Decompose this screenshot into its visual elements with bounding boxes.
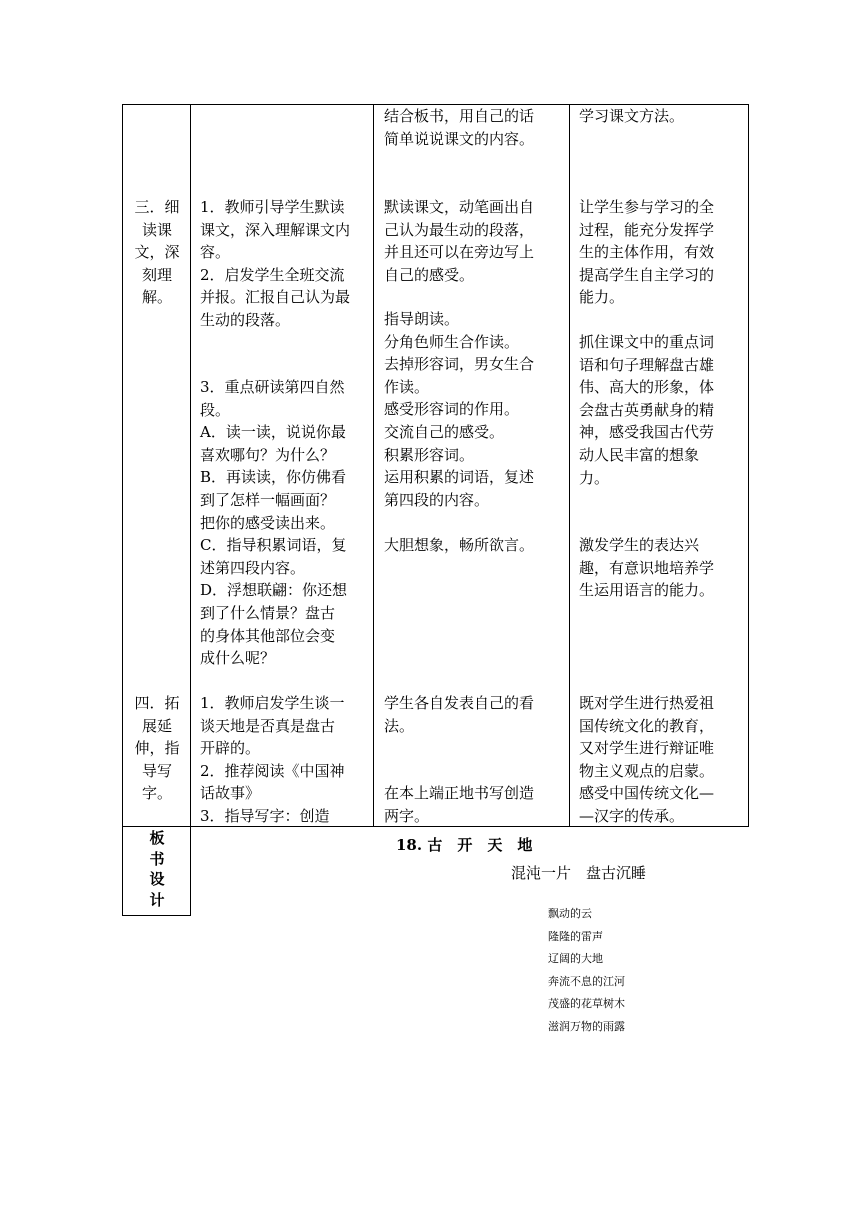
board-title: 18. 古 开 天 地 (396, 836, 533, 854)
text-line: 展延 (141, 716, 172, 735)
text-line: 法。 (384, 716, 415, 735)
text-line: 生运用语言的能力。 (579, 581, 715, 600)
text-line: 感受形容词的作用。 (384, 400, 520, 419)
list-item: 辽阔的大地 (548, 952, 603, 966)
text-line: 又对学生进行辩证唯 (579, 739, 715, 758)
text-line: 四．拓 (134, 694, 180, 712)
text-line: 3．重点研读第四自然 (200, 378, 345, 396)
column-divider-1 (190, 104, 191, 916)
text-line: 文，深 (134, 243, 180, 262)
section3-teacher-cell-a (200, 196, 350, 332)
text-line: 激发学生的表达兴 (579, 536, 700, 554)
text-line: 分角色师生合作读。 (384, 332, 520, 351)
board-word-list (548, 903, 625, 1039)
text-line: 计 (149, 890, 165, 909)
column-divider-2 (373, 104, 374, 826)
text-line: 设 (149, 870, 165, 888)
text-line: 1．教师启发学生谈一 (200, 694, 345, 712)
list-item: 飘动的云 (548, 907, 592, 920)
text-line: 到了什么情景？盘古 (200, 603, 336, 622)
text-line: 2．启发学生全班交流 (200, 265, 345, 284)
text-line: 过程，能充分发挥学 (579, 220, 715, 239)
text-line: B．再读读，你仿佛看 (200, 468, 347, 487)
text-line: 谈天地是否真是盘古 (200, 716, 336, 735)
section3-intent-cell-a (579, 196, 714, 309)
section4-teacher-cell (200, 692, 345, 828)
text-line: 开辟的。 (200, 739, 261, 758)
text-line: 三．细 (134, 198, 180, 216)
list-item: 茂盛的花草树木 (548, 997, 625, 1011)
text-line: 让学生参与学习的全 (579, 198, 715, 216)
text-line: 去掉形容词，男女生合 (384, 355, 535, 374)
section4-student-cell-a (384, 692, 534, 737)
list-item: 滋润万物的雨露 (548, 1019, 625, 1033)
section3-student-cell-c (384, 534, 534, 557)
text-line: 己认为最生动的段落， (384, 220, 535, 239)
text-line: 两字。 (384, 806, 430, 825)
text-line: —汉字的传承。 (579, 806, 685, 825)
text-line: 能力。 (579, 288, 625, 307)
text-line: 默读课文，动笔画出自 (384, 198, 535, 216)
text-line: 把你的感受读出来。 (200, 513, 336, 532)
text-line: A．读一读，说说你最 (200, 423, 346, 442)
text-line: 简单说说课文的内容。 (384, 129, 535, 148)
text-line: 趣，有意识地培养学 (579, 558, 715, 577)
text-line: 大胆想象，畅所欲言。 (384, 536, 535, 554)
text-line: 并且还可以在旁边写上 (384, 243, 535, 262)
text-line: 积累形容词。 (384, 445, 475, 464)
section3-intent-cell-c (579, 534, 714, 602)
text-line: 学习课文方法。 (579, 107, 685, 125)
section3-student-cell-b (384, 308, 534, 511)
table-bottom-border (122, 915, 190, 916)
text-line: 学生各自发表自己的看 (384, 694, 535, 712)
text-line: 伟、高大的形象，体 (579, 378, 715, 397)
text-line: 结合板书，用自己的话 (384, 107, 535, 125)
text-line: 既对学生进行热爱祖 (579, 694, 715, 712)
section4-stage-cell (124, 692, 190, 805)
section3-student-cell-a (384, 196, 534, 286)
text-line: 抓住课文中的重点词 (579, 333, 715, 351)
text-line: 运用积累的词语，复述 (384, 468, 535, 487)
text-line: 作读。 (384, 377, 430, 396)
text-line: D．浮想联翩：你还想 (200, 581, 348, 600)
text-line: 段。 (200, 400, 231, 419)
text-line: 到了怎样一幅画面？ (200, 490, 336, 509)
text-line: 力。 (579, 468, 610, 487)
text-line: 并报。汇报自己认为最 (200, 288, 351, 307)
section3-intent-cell-b (579, 331, 714, 489)
column-divider-3 (569, 104, 570, 826)
text-line: 国传统文化的教育， (579, 716, 715, 735)
text-line: 3．指导写字：创造 (200, 806, 330, 825)
text-line: 字。 (141, 784, 172, 803)
text-line: 导写 (141, 761, 172, 780)
text-line: 刻理 (141, 265, 172, 284)
text-line: 指导朗读。 (384, 310, 460, 328)
text-line: 第四段的内容。 (384, 490, 490, 509)
text-line: 1．教师引导学生默读 (200, 198, 345, 216)
text-line: 自己的感受。 (384, 265, 475, 284)
text-line: 生的主体作用，有效 (579, 243, 715, 262)
section3-teacher-cell-b (200, 376, 347, 670)
text-line: 会盘古英勇献身的精 (579, 400, 715, 419)
text-line: 解。 (141, 288, 172, 307)
text-line: 伸，指 (134, 739, 180, 758)
text-line: 话故事》 (200, 784, 261, 803)
text-line: 板 (149, 829, 165, 847)
text-line: C．指导积累词语，复 (200, 536, 347, 555)
text-line: 喜欢哪句？为什么？ (200, 445, 336, 464)
text-line: 物主义观点的启蒙。 (579, 761, 715, 780)
text-line: 感受中国传统文化— (579, 784, 715, 803)
text-line: 2．推荐阅读《中国神 (200, 761, 345, 780)
text-line: 容。 (200, 243, 231, 262)
section4-intent-cell (579, 692, 714, 828)
text-line: 述第四段内容。 (200, 558, 306, 577)
table-right-border (748, 104, 749, 826)
board-design-label (124, 828, 190, 910)
text-line: 成什么呢？ (200, 649, 276, 668)
text-line: 生动的段落。 (200, 310, 291, 329)
text-line: 神，感受我国古代劳 (579, 423, 715, 442)
list-item: 奔流不息的江河 (548, 974, 625, 988)
text-line: 在本上端正地书写创造 (384, 784, 535, 802)
list-item: 隆隆的雷声 (548, 929, 603, 943)
board-subtitle: 混沌一片 盘古沉睡 (511, 864, 647, 882)
top-row-intent-cell (579, 105, 684, 128)
text-line: 交流自己的感受。 (384, 422, 505, 441)
text-line: 的身体其他部位会变 (200, 626, 336, 645)
text-line: 书 (149, 849, 165, 868)
table-left-border (122, 104, 123, 916)
text-line: 提高学生自主学习的 (579, 265, 715, 284)
section4-student-cell-b (384, 782, 534, 827)
text-line: 读课 (141, 220, 172, 239)
section3-stage-cell (124, 196, 190, 309)
top-row-student-cell (384, 105, 534, 150)
text-line: 动人民丰富的想象 (579, 445, 700, 464)
text-line: 课文，深入理解课文内 (200, 220, 351, 239)
text-line: 语和句子理解盘古雄 (579, 355, 715, 374)
